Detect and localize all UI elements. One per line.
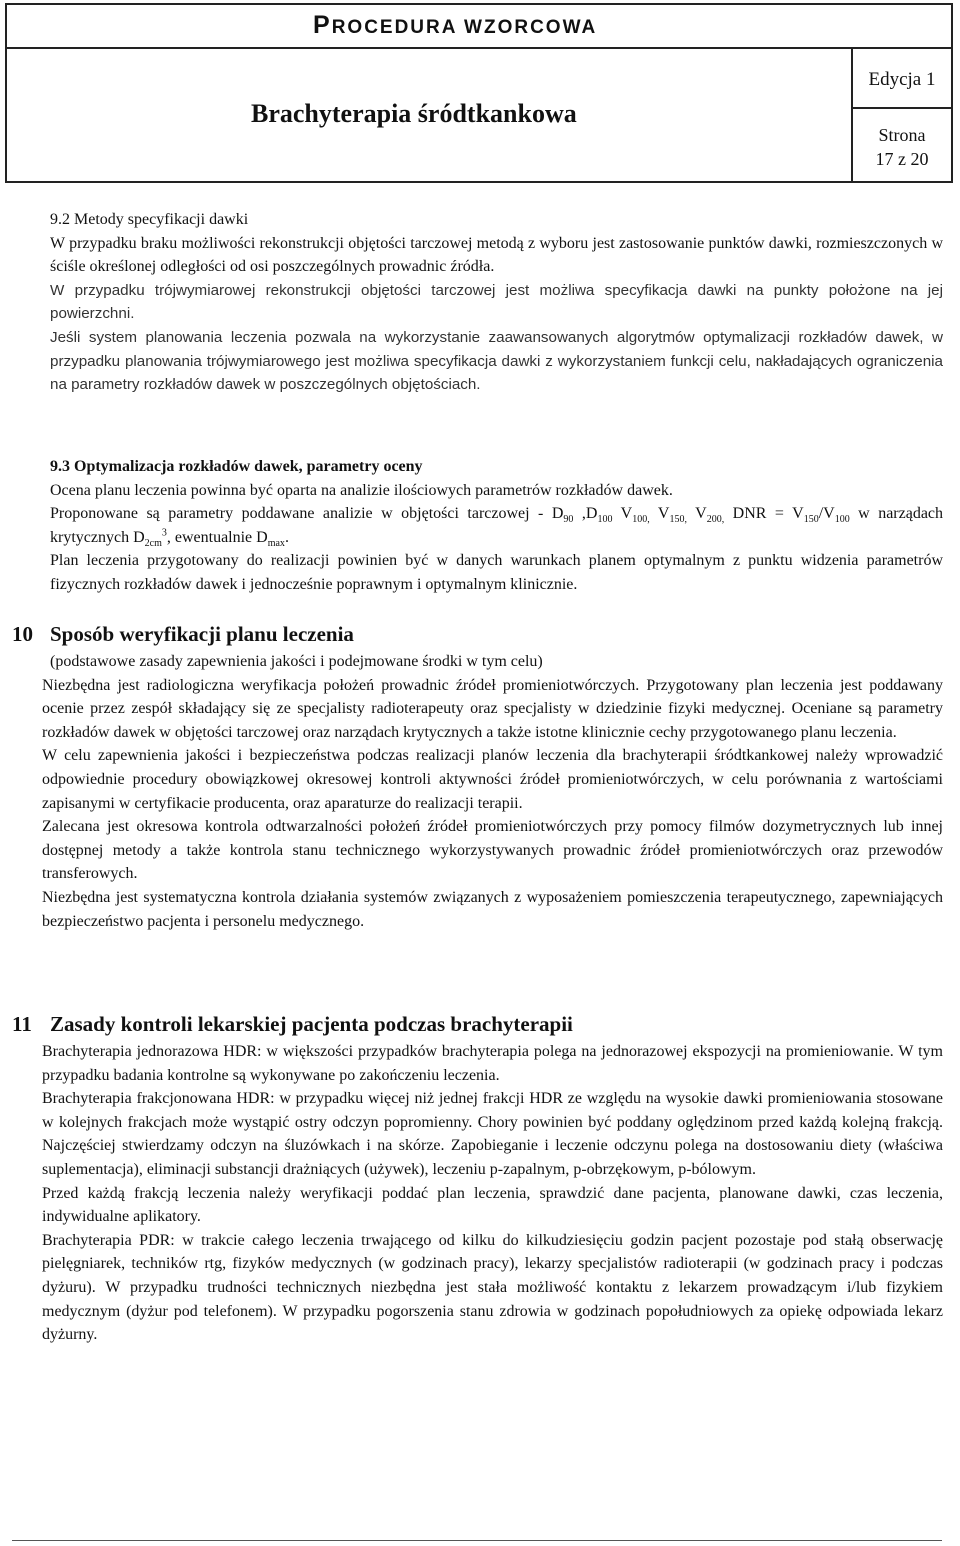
paragraph: Przed każdą frakcją leczenia należy weryfikacji poddać plan leczenia, sprawdzić dane pacjenta, planowane dawki, czas leczenia, indywidualne aplikatory. — [42, 1184, 943, 1226]
paragraph: W przypadku trójwymiarowej rekonstrukcji objętości tarczowej jest możliwa specyfikacja dawki na punkty położone na jej powierzchni. — [50, 281, 943, 323]
procedure-title: PROCEDURA WZORCOWA — [7, 5, 951, 49]
page-label: Strona — [878, 125, 926, 145]
paragraph: W celu zapewnienia jakości i bezpieczeństwa podczas realizacji planów leczenia dla brachyterapii śródtkankowej należy wprowadzić odpowiednie procedury obowiązkowej okresowej kontroli aktywności źródeł promieniotwórczych, w celu porównania z wartościami zapisanymi w certyfikacie producenta, oraz aparaturze do realizacji terapii. — [42, 747, 943, 812]
section-number: 11 — [12, 1012, 32, 1036]
paragraph: Brachyterapia PDR: w trakcie całego leczenia trwającego od kilku do kilkudziesięciu godzin pacjent pozostaje pod stałą obserwację pielęgniarek, techników rtg, fizyków medycznych (w godzinach pracy), lekarzy specjalistów radioterapii (w godzinach pracy i podczas dyżuru). W przypadku trudności technicznych niezbędna jest stała możliwość kontaktu z lekarzem prowadzącym i/lub fizykiem medycznym (dyżur pod telefonem). W przypadku pogorszenia stanu zdrowia w godzinach popołudniowych za opiekę odpowiada lekarz dyżurny. — [42, 1231, 943, 1344]
section-10-body — [42, 650, 943, 933]
section-title: Zasady kontroli lekarskiej pacjenta podczas brachyterapii — [50, 1012, 573, 1036]
section-11-heading — [12, 1012, 573, 1037]
paragraph: Zalecana jest okresowa kontrola odtwarzalności położeń źródeł promieniotwórczych przy pomocy filmów dozymetrycznych lub innej dostępnej metody a także kontrola stanu technicznego wykorzystywanych prowadnic źródeł promieniotwórczych oraz przewodów transferowych. — [42, 818, 943, 883]
section-10-heading — [12, 622, 354, 647]
section-9-2 — [50, 208, 943, 397]
section-9-3 — [50, 455, 943, 597]
paragraph: Brachyterapia frakcjonowana HDR: w przypadku więcej niż jednej frakcji HDR ze względu na wysokie dawki promieniowania stosowane w kolejnych frakcjach może wystąpić ostry odczyn popromienny. Chory powinien być poddany oględzinom przed każdą kolejną frakcją. Najczęściej stwierdzamy odczyn na śluzówkach i na skórze. Zapobieganie i leczenie odczynu polega na dostosowaniu diety (właściwa suplementacja), eliminacji substancji drażniących (używek), leczeniu p-zapalnym, p-obrzękowym, p-bólowym. — [42, 1090, 943, 1178]
page-indicator — [853, 109, 951, 171]
section-11-body — [42, 1040, 943, 1347]
edition-label: Edycja 1 — [853, 49, 951, 109]
document-header — [5, 3, 953, 183]
parameters-paragraph: Proponowane są parametry poddawane analizie w objętości tarczowej - $D_{90}$ $,D_{100}$ $V_{100,}$ $V_{150,}$ $V_{200,}$ DNR = $V_{150}/V_{100}$ w narządach krytycznych $D_{2cm}^3$, ewentualnie $D_{max}$. — [50, 505, 944, 549]
footer-divider — [12, 1540, 942, 1541]
page-number: 17 z 20 — [875, 149, 929, 169]
section-heading: 9.2 Metody specyfikacji dawki — [50, 211, 249, 228]
paragraph: W przypadku braku możliwości rekonstrukcji objętości tarczowej metodą z wyboru jest zastosowanie punktów dawki, rozmieszczonych w ściśle określonej odległości od osi poszczególnych prowadnic źródła. — [50, 234, 943, 276]
paragraph: Plan leczenia przygotowany do realizacji powinien być w danych warunkach planem optymalnym z punktu widzenia parametrów fizycznych rozkładów dawek i jednocześnie poprawnym i optymalnym klinicznie. — [50, 552, 943, 593]
subject-cell — [7, 49, 853, 181]
section-number: 10 — [12, 622, 33, 646]
document-subject: Brachyterapia śródtkankowa — [251, 99, 577, 128]
paragraph: Jeśli system planowania leczenia pozwala na wykorzystanie zaawansowanych algorytmów optymalizacji rozkładów dawek, w przypadku planowania trójwymiarowego jest możliwa specyfikacja dawki z wykorzystaniem funkcji celu, nakładających ograniczenia na parametry rozkładów dawek w poszczególnych objętościach. — [50, 328, 943, 394]
paragraph: Niezbędna jest radiologiczna weryfikacja położeń prowadnic źródeł promieniotwórczych. Przygotowany plan leczenia jest poddawany ocenie przez zespół składający się ze specjalisty radioterapeuty oraz specjalisty w dziedzinie fizyki medycznej. Oceniane są parametry rozkładów dawek w objętości tarczowej oraz narządach krytycznych a także istotne klinicznie cechy przygotowanego planu leczenia. — [42, 676, 943, 741]
paragraph: Ocena planu leczenia powinna być oparta na analizie ilościowych parametrów rozkładów dawek. — [50, 481, 673, 499]
section-title: Sposób weryfikacji planu leczenia — [50, 622, 354, 646]
section-heading: 9.3 Optymalizacja rozkładów dawek, parametry oceny — [50, 458, 423, 475]
section-subtitle: (podstawowe zasady zapewnienia jakości i podejmowane środki w tym celu) — [50, 653, 543, 670]
paragraph: Niezbędna jest systematyczna kontrola działania systemów związanych z wyposażeniem pomieszczenia terapeutycznego, zapewniających bezpieczeństwo pacjenta i personelu medycznego. — [42, 888, 943, 930]
paragraph: Brachyterapia jednorazowa HDR: w większości przypadków brachyterapia polega na jednorazowej ekspozycji na promieniowanie. W tym przypadku badania kontrolne są wykonywane po zakończeniu leczenia. — [42, 1043, 943, 1084]
